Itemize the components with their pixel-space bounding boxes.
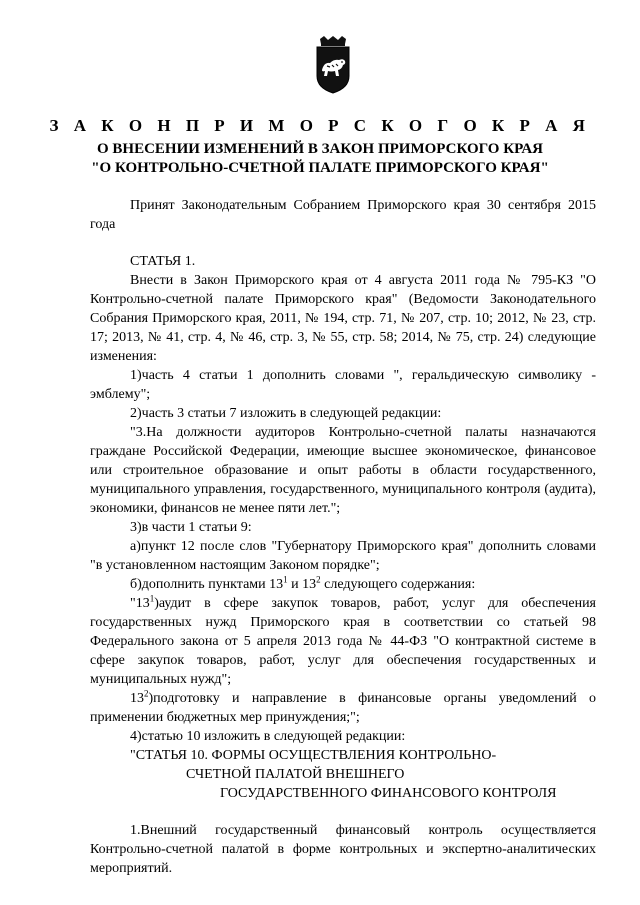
article-1-heading: СТАТЬЯ 1. <box>130 254 196 269</box>
subtitle-line-1: О ВНЕСЕНИИ ИЗМЕНЕНИЙ В ЗАКОН ПРИМОРСКОГО КРАЯ <box>97 141 543 157</box>
adoption-note: Принят Законодательным Собранием Приморского края 30 сентября 2015 года <box>90 198 596 232</box>
law-body <box>90 196 596 878</box>
article-1-intro: Внести в Закон Приморского края от 4 августа 2011 года № 795-КЗ "О Контрольно-счетной палате Приморского края" (Ведомости Законодательного Собрания Приморского края, 2011, № 194, стр. 71, № 207, стр. 10; 2012, № 23, стр. 17; 2013, № 41, стр. 4, № 46, стр. 3, № 55, стр. 58; 2014, № 75, стр. 24) следующие изменения: <box>90 273 596 364</box>
item-2-text: "3.На должности аудиторов Контрольно-счетной палаты назначаются граждане Российской Федерации, имеющие высшее экономическое, финансовое или строительное образование и опыт работы в области государственного, муниципального управления, государственного, муниципального контроля (аудита), экономики, финансов не менее пяти лет."; <box>90 425 596 516</box>
article-10-paragraph-1: 1.Внешний государственный финансовый контроль осуществляется Контрольно-счетной палатой в форме контрольных и экспертно-аналитических мероприятий. <box>90 823 596 876</box>
point-13-1: "$13^1)аудит$ в сфере закупок товаров, работ, услуг для обеспечения государственных нужд Приморского края в соответствии со статьей 98 Федерального закона от 5 апреля 2013 года № 44-ФЗ "О контрактной системе в сфере закупок товаров, работ, услуг для обеспечения государственных и муниципальных нужд"; <box>90 593 596 687</box>
item-3: 3)в части 1 статьи 9: <box>130 520 252 535</box>
item-1: 1)часть 4 статьи 1 дополнить словами ", геральдическую символику - эмблему"; <box>90 368 596 402</box>
item-2: 2)часть 3 статьи 7 изложить в следующей редакции: <box>130 406 442 421</box>
article-10-heading <box>90 746 596 803</box>
item-3b: б)дополнить пунктами $13^1$ и $13^2$ следующего содержания: <box>130 574 476 592</box>
subtitle-line-2: "О КОНТРОЛЬНО-СЧЕТНОЙ ПАЛАТЕ ПРИМОРСКОГО КРАЯ" <box>91 160 549 176</box>
article-10-heading-line-3: ГОСУДАРСТВЕННОГО ФИНАНСОВОГО КОНТРОЛЯ <box>220 786 557 801</box>
article-10-heading-line-2: СЧЕТНОЙ ПАЛАТОЙ ВНЕШНЕГО <box>186 767 405 782</box>
item-4: 4)статью 10 изложить в следующей редакции: <box>130 729 406 744</box>
article-10-heading-line-1: "СТАТЬЯ 10. ФОРМЫ ОСУЩЕСТВЛЕНИЯ КОНТРОЛЬНО- <box>130 748 497 763</box>
point-13-2: $13^2)подготовку$ и направление в финансовые органы уведомлений о применении бюджетных мер принуждения;"; <box>90 688 596 725</box>
law-title: З А К О Н П Р И М О Р С К О Г О К Р А Я <box>49 116 591 135</box>
law-subtitle <box>0 140 640 178</box>
coat-of-arms-emblem <box>312 36 354 94</box>
item-3a: а)пункт 12 после слов "Губернатору Приморского края" дополнить словами "в установленном настоящим Законом порядке"; <box>90 539 596 573</box>
